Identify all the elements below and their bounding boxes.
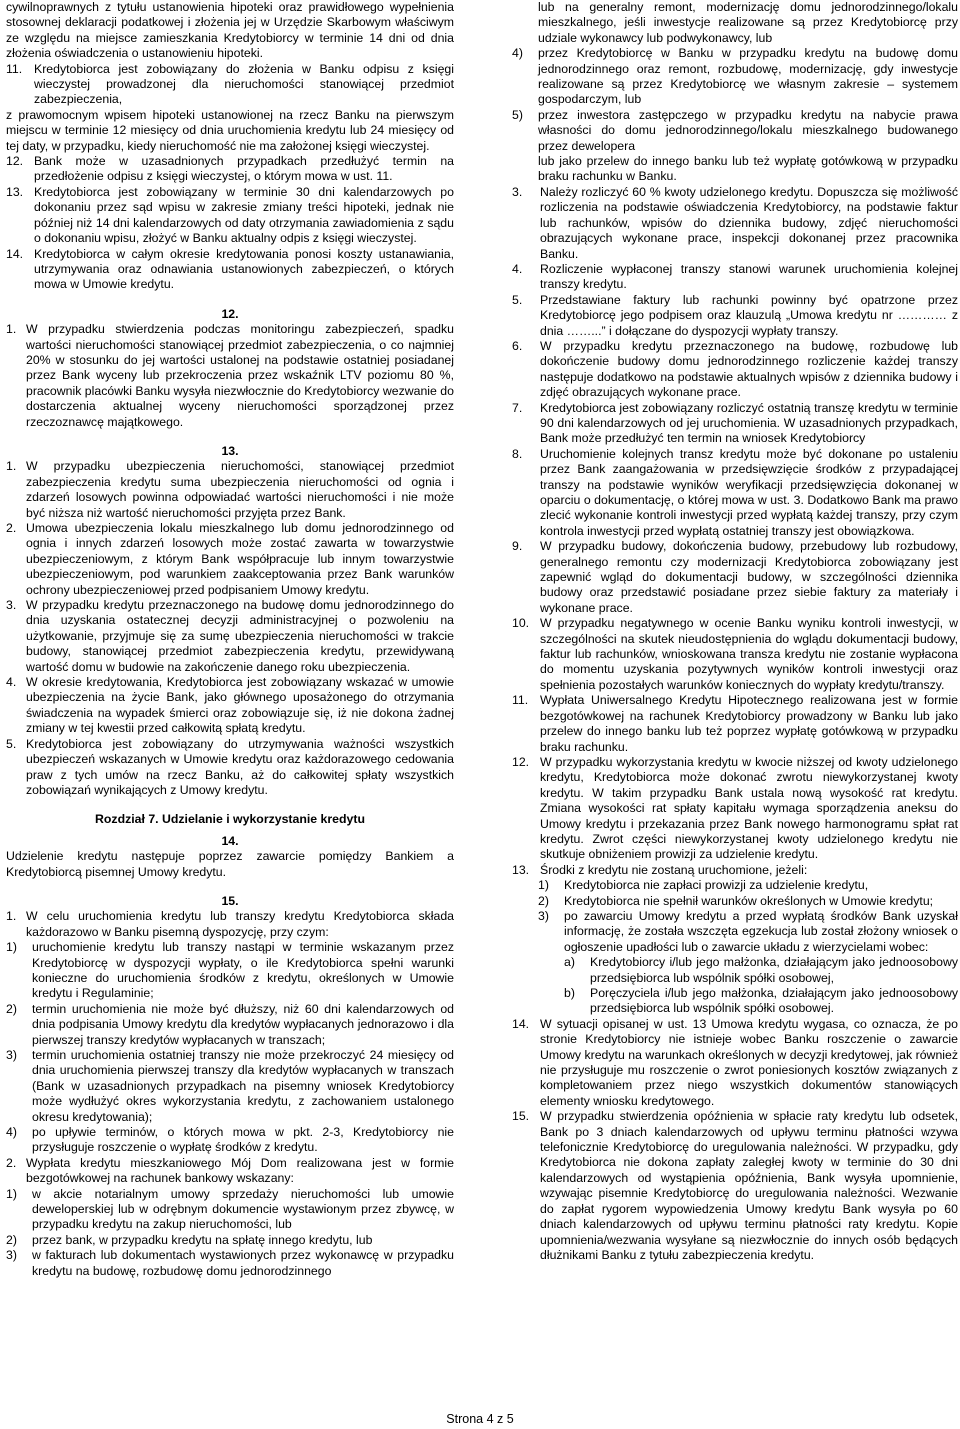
paragraph-text: Przedstawiane faktury lub rachunki powinny być opatrzone przez Kredytobiorcę jego podpisem oraz klauzulą „Umowa kredytu nr ………… z dnia ……...” i dołączane do dyspozycji wypłaty transzy. (540, 292, 958, 338)
item-number: 3. (6, 598, 17, 613)
point-number: 1) (6, 940, 17, 955)
right-paragraph-3 (512, 185, 958, 262)
item-number: 1. (6, 322, 17, 337)
section-15-item-1 (6, 909, 454, 940)
point-text: w fakturach lub dokumentach wystawionych przez wykonawcę w przypadku kredytu na budowę, rozbudowę domu jednorodzinnego (32, 1248, 454, 1278)
item-text: W celu uruchomienia kredytu lub transzy kredytu Kredytobiorca składa każdorazowo w Banku pisemną dyspozycję, przy czym: (26, 909, 454, 939)
paragraph-13 (6, 185, 454, 247)
right-paragraph-7 (512, 401, 958, 447)
paragraph-number: 8. (512, 446, 523, 461)
paragraph-text: Kredytobiorca jest zobowiązany do złożenia w Banku odpisu z księgi wieczystej prowadzonej dla nieruchomości stanowiącej przedmiot zabezpieczenia, (34, 61, 454, 107)
section-14-text: Udzielenie kredytu następuje poprzez zawarcie pomiędzy Bankiem a Kredytobiorcą pisemnej Umowy kredytu. (6, 849, 454, 879)
point-3-continuation: lub na generalny remont, modernizację domu jednorodzinnego/lokalu mieszkalnego, jeśli inwestycje realizowane są przez Kredytobiorcę przy udziale wykonawcy lub podwykonawcy, lub (538, 0, 958, 45)
point-letter: a) (564, 955, 575, 970)
point-text: przez Kredytobiorcę w Banku w przypadku kredytu na budowę domu jednorodzinnego oraz remont, rozbudowę, modernizację, gdy inwestycje realizowane są przez Kredytobiorcę we własnym zakresie – systemem gospodarczym, lub (538, 46, 958, 107)
point-text: uruchomienie kredytu lub transzy nastąpi w terminie wskazanym przez Kredytobiorcę w dyspozycji wypłaty, o ile Kredytobiorca spełni warunki konieczne do uruchomienia środków z kredytu, określonych w Umowie kredytu i Regulaminie; (32, 940, 454, 1001)
paragraph-14 (6, 247, 454, 293)
point-number: 2) (538, 893, 549, 908)
point-text: w akcie notarialnym umowy sprzedaży nieruchomości lub umowie deweloperskiej lub w odrębnym dokumencie wystawionym przez zbywcę, w przypadku kredytu na zakup nieruchomości, lub (32, 1186, 454, 1232)
point-number: 4) (512, 46, 523, 61)
paragraph-number: 5. (512, 292, 523, 307)
point-text: Kredytobiorcy i/lub jego małżonka, działającym jako jednoosobowy przedsiębiorca lub wspólnik spółki osobowej, (590, 955, 958, 985)
point-text: przez inwestora zastępczego w przypadku kredytu na nabycie prawa własności do domu jednorodzinnego/lokalu mieszkalnego budowanego przez dewelopera (538, 107, 958, 153)
point-letter: b) (564, 986, 575, 1000)
right-paragraph-13 (512, 863, 958, 878)
section-15-1-point-4 (6, 1125, 454, 1156)
point-number: 3) (6, 1048, 17, 1062)
paragraph-text: W przypadku budowy, dokończenia budowy, przebudowy lub rozbudowy, generalnego remontu czy modernizacji Kredytobiorca zobowiązany jest zapewnić wgląd do dokumentacji budowy, w szczególności dziennika budowy oraz przedstawić posiadane przez siebie faktury za materiały i wykonane prace. (540, 539, 958, 615)
paragraph-text: Uruchomienie kolejnych transz kredytu może być dokonane po ustaleniu przez Bank zaangażowania w przedsięwzięcie środków z przypadającej transzy na podstawie wyników weryfikacji przedsięwzięcia dokonanej w oparciu o dokumentację, o której mowa w ust. 3. Dodatkowo Bank ma prawo zlecić wykonanie kontroli inwestycji przed wypłatą każdej transzy, przy czym kontrola inwestycji przed wypłatą ostatniej transzy jest obowiązkowa. (540, 446, 958, 538)
paragraph-text: W przypadku wykorzystania kredytu w kwocie niższej od kwoty udzielonego kredytu, Kredytobiorca może dokonać zwrotu niewykorzystanej kwoty kredytu. W takim przypadku Bank ustala nową wysokość rat kredytu. Zmiana wysokości rat spłaty kapitału wymaga sporządzenia aneksu do Umowy kredytu i przekazania przez Bank nowego harmonogramu spłat rat kredytu. Zwrot części niewykorzystanej kwoty udzielonego kredytu nie skutkuje obniżeniem prowizji za udzielenie kredytu. (540, 754, 958, 862)
paragraph-text: Bank może w uzasadnionych przypadkach przedłużyć termin na przedłożenie odpisu z księgi wieczystej, o którym mowa w ust. 11. (34, 154, 454, 184)
point-text: termin uruchomienia ostatniej transzy nie może przekroczyć 24 miesięcy od dnia uruchomienia pierwszej transzy dla kredytów wypłacanych w transzach (Bank w uzasadnionych przypadkach na pisemny wniosek Kredytobiorcy może wydłużyć okres wykorzystania kredytu, z zachowaniem ustalonego okresu kredytowania); (32, 1048, 454, 1124)
section-15-2-point-1 (6, 1187, 454, 1233)
point-number: 3) (538, 908, 549, 923)
item-number: 1. (6, 909, 17, 924)
paragraph-number: 14. (512, 1016, 530, 1031)
chapter-heading: Rozdział 7. Udzielanie i wykorzystanie kredytu (95, 812, 365, 827)
right-paragraph-5 (512, 293, 958, 339)
point-text: termin uruchomienia nie może być dłuższy, niż 60 dni kalendarzowych od dnia podpisania Umowy kredytu dla kredytów wypłacanych jednorazowo i dla pierwszej transzy kredytów wypłacanych w transzach; (32, 1001, 454, 1047)
item-number: 5. (6, 736, 17, 751)
section-15-1-point-2 (6, 1002, 454, 1048)
right-paragraph-15 (512, 1109, 958, 1263)
point-text: Kredytobiorca nie spełnił warunków określonych w Umowie kredytu; (564, 893, 934, 908)
right-paragraph-4 (512, 262, 958, 293)
paragraph-text: Rozliczenie wypłaconej transzy stanowi warunek uruchomienia kolejnej transzy kredytu. (540, 261, 958, 292)
page-number-footer: Strona 4 z 5 (446, 1412, 514, 1426)
section-heading-14: 14. (221, 833, 239, 848)
section-15-2-point-3 (6, 1248, 454, 1279)
item-text: W przypadku kredytu przeznaczonego na budowę domu jednorodzinnego do dnia uzyskania ostatecznej decyzji administracyjnej o pozwoleniu na użytkowanie, przyjmuje się za sumę ubezpieczenia nieruchomości w trakcie budowy, stanowiącej przedmiot zabezpieczenia kredytu, przewidywaną wartość domu w budowie na zakończenie danego roku ubezpieczenia. (26, 598, 454, 674)
paragraph-text: W przypadku negatywnego w ocenie Banku wyniku kontroli inwestycji, w szczególności na skutek nieudostępnienia do wglądu dokumentacji budowy, faktur lub rachunków, wnioskowana transza kredytu nie zostanie wypłacona do momentu uzyskania pozytywnych wyników kontroli inwestycji oraz spełnienia pozostałych warunków koniecznych do wypłaty kredytu/transzy. (540, 616, 958, 692)
paragraph-number: 4. (512, 261, 523, 276)
point-number: 1) (538, 878, 549, 893)
intro-paragraph: cywilnoprawnych z tytułu ustanowienia hipoteki oraz prawidłowego wypełnienia stosownej deklaracji podatkowej i złożenia jej w Urzędzie Skarbowym właściwym ze względu na miejsce zamieszkania Kredytobiorcy w terminie 14 dni od dnia złożenia oświadczenia o ustanowieniu hipoteki. (6, 0, 454, 61)
right-paragraph-9 (512, 539, 958, 616)
section-12-item-1 (6, 322, 454, 430)
item-text: W przypadku ubezpieczenia nieruchomości, stanowiącej przedmiot zabezpieczenia kredytu suma ubezpieczenia nieruchomości od ognia i zdarzeń losowych powinna odpowiadać wartości nieruchomości i nie może być niższa niż wartość nieruchomości przyjęta przez Bank. (26, 459, 454, 520)
point-5-after: lub jako przelew do innego banku lub też wypłatę gotówkową w przypadku braku rachunku w Banku. (538, 154, 958, 184)
paragraph-13-point-3b (564, 986, 958, 1017)
point-text: Poręczyciela i/lub jego małżonka, działającym jako jednoosobowy przedsiębiorca lub wspólnik spółki osobowej. (590, 986, 958, 1016)
section-15-item-2 (6, 1156, 454, 1187)
item-text: Wypłata kredytu mieszkaniowego Mój Dom realizowana jest w formie bezgotówkowej na rachunek bankowy wskazany: (26, 1155, 454, 1186)
paragraph-number: 12. (512, 754, 530, 769)
section-15-2-point-2 (6, 1233, 454, 1248)
section-15-1-point-3 (6, 1048, 454, 1125)
paragraph-text: W przypadku stwierdzenia opóźnienia w spłacie raty kredytu lub odsetek, Bank po 3 dniach kalendarzowych od upływu terminu płatności wzywa telefonicznie Kredytobiorcę do uregulowania należności. W przypadku, gdy Kredytobiorca nie dokona zapłaty zaległej kwoty w terminie do 30 dni kalendarzowych od wystąpienia opóźnienia, Bank wysyła upomnienie, wzywając pisemnie Kredytobiorcę do uregulowania należności. Wezwanie do zapłat rygorem wypowiedzenia Umowy kredytu Bank wysyła po 60 dniach kalendarzowych od upływu terminu płatności raty kredytu. Kopie upomnienia/wezwania wysyłane są niezwłocznie do innych osób będących dłużnikami Banku z tytułu zabezpieczenia kredytu. (540, 1109, 958, 1262)
paragraph-text: Kredytobiorca jest zobowiązany w terminie 30 dni kalendarzowych po dokonaniu przez sąd wpisu w zakresie zmiany treści hipoteki, jednak nie później niż 14 dni kalendarzowych od daty otrzymania zawiadomienia z sądu o dokonaniu wpisu, złożyć w Banku aktualny odpis z księgi wieczystej. (34, 184, 454, 246)
item-text: W okresie kredytowania, Kredytobiorca jest zobowiązany wskazać w umowie ubezpieczenia na życie Bank, jako głównego uposażonego do otrzymania świadczenia na wypadek śmierci oraz zobowiązuje się, iż nie dokona żadnej zmiany w tej kwestii przed całkowitą spłatą kredytu. (26, 675, 454, 736)
section-13-item-2 (6, 521, 454, 598)
paragraph-text: Wypłata Uniwersalnego Kredytu Hipotecznego realizowana jest w formie bezgotówkowej na rachunek Kredytobiorcy prowadzony w Banku lub jako przelew do innego banku lub też poprzez wypłatę gotówkową w przypadku braku rachunku. (540, 693, 958, 754)
point-text: po upływie terminów, o których mowa w pkt. 2-3, Kredytobiorcy nie przysługuje roszczenie o wypłatę środków z kredytu. (32, 1125, 454, 1155)
paragraph-number: 13. (6, 184, 24, 199)
paragraph-text: Kredytobiorca jest zobowiązany rozliczyć ostatnią transzę kredytu w terminie 90 dni kalendarzowych od jej uruchomienia. W uzasadnionych przypadkach, Bank może przedłużyć ten termin na wniosek Kredytobiorcy (540, 400, 958, 446)
section-13-item-4 (6, 675, 454, 737)
paragraph-number: 7. (512, 400, 523, 415)
paragraph-number: 9. (512, 539, 523, 554)
point-text: przez bank, w przypadku kredytu na spłatę innego kredytu, lub (32, 1232, 373, 1247)
point-text: po zawarciu Umowy kredytu a przed wypłatą środków Bank uzyskał informację, że została wszczęta egzekucja lub został złożony wniosek o ogłoszenie upadłości lub o zawarcie układu z wierzycielami wobec: (564, 908, 958, 954)
point-number: 2) (6, 1001, 17, 1016)
paragraph-number: 6. (512, 338, 523, 353)
item-text: W przypadku stwierdzenia podczas monitoringu zabezpieczeń, spadku wartości nieruchomości stanowiącej przedmiot zabezpieczenia, o co najmniej 20% w stosunku do jej wartości ustalonej na podstawie ostatniej posiadanej przez Bank wyceny lub przekroczenia przez wskaźnik LTV poziomu 80 %, pracownik placówki Banku wysyła niezwłocznie do Kredytobiorcy wezwanie do dostarczenia aktualnej wyceny nieruchomości sporządzonej przez rzeczoznawcę majątkowego. (26, 322, 454, 429)
section-heading-15: 15. (221, 893, 239, 908)
section-heading-12: 12. (221, 306, 239, 321)
paragraph-text: Należy rozliczyć 60 % kwoty udzielonego kredytu. Dopuszcza się możliwość rozliczenia na podstawie oświadczenia Kredytobiorcy, na podstawie faktur lub rachunków, wpisów do dziennika budowy, zdjęć nieruchomości obrazujących wykonane prace, inspekcji dokonanej przez pracownika Banku. (540, 184, 958, 261)
left-column (6, 0, 454, 1279)
right-paragraph-6 (512, 339, 958, 401)
paragraph-number: 14. (6, 246, 24, 261)
paragraph-number: 12. (6, 154, 24, 169)
section-13-item-5 (6, 737, 454, 799)
item-number: 4. (6, 675, 17, 690)
right-paragraph-8 (512, 447, 958, 539)
point-number: 1) (6, 1186, 17, 1201)
item-number: 2. (6, 521, 17, 535)
point-number: 4) (6, 1125, 17, 1140)
item-number: 2. (6, 1155, 17, 1170)
paragraph-text: Kredytobiorca w całym okresie kredytowania ponosi koszty ustanawiania, utrzymywania oraz odnawiania ustanowionych zabezpieczeń, o których mowa w Umowie kredytu. (34, 246, 454, 292)
point-number: 3) (6, 1248, 17, 1263)
paragraph-text: Środki z kredytu nie zostaną uruchomione, jeżeli: (540, 862, 808, 877)
paragraph-text: W sytuacji opisanej w ust. 13 Umowa kredytu wygasa, co oznacza, że po stronie Kredytobiorcy nie istnieje wobec Banku roszczenie o zawarcie Umowy kredytu na warunkach określonych w decyzji kredytowej, jak również nie przysługuje mu roszczenie o zwrot poniesionych kosztów związanych z kompletowaniem przez niego wszystkich dokumentów stanowiących elementy wniosku kredytowego. (540, 1016, 958, 1108)
paragraph-13-point-3a (564, 955, 958, 986)
section-heading-13: 13. (221, 443, 239, 458)
point-number: 5) (512, 107, 523, 122)
paragraph-number: 11. (512, 693, 529, 708)
item-text: Umowa ubezpieczenia lokalu mieszkalnego lub domu jednorodzinnego od ognia i innych zdarzeń losowych może zostać zawarta w towarzystwie ubezpieczeniowym, z którym Bank współpracuje lub innym towarzystwie ubezpieczeniowym, pod warunkiem zaakceptowania przez Bank warunków ochrony ubezpieczeniowej przed podpisaniem Umowy kredytu. (26, 521, 454, 597)
paragraph-number: 11. (6, 61, 23, 76)
item-text: Kredytobiorca jest zobowiązany do utrzymywania ważności wszystkich ubezpieczeń wskazanych w Umowie kredytu oraz każdorazowego cedowania praw z tych umów na rzecz Banku, aż do całkowitej spłaty wszystkich zobowiązań wynikających z Umowy kredytu. (26, 736, 454, 797)
paragraph-number: 10. (512, 616, 530, 631)
paragraph-number: 3. (512, 184, 523, 199)
paragraph-12 (6, 154, 454, 185)
paragraph-number: 13. (512, 862, 530, 877)
paragraph-text: W przypadku kredytu przeznaczonego na budowę, rozbudowę lub dokończenie budowy domu jednorodzinnego rozliczenie każdej transzy następuje dodatkowo na podstawie aktualnych wpisów z dziennika budowy i zdjęć obrazujących wykonane prace. (540, 338, 958, 400)
item-number: 1. (6, 459, 17, 474)
paragraph-11-continuation: z prawomocnym wpisem hipoteki ustanowionej na rzecz Banku na pierwszym miejscu w terminie 12 miesięcy od dnia uruchomienia kredytu lub 24 miesięcy od tej daty, w przypadku, kiedy nieruchomość nie ma założonej księgi wieczystej. (6, 107, 454, 153)
paragraph-13-point-2 (538, 894, 958, 909)
section-13-item-3 (6, 598, 454, 675)
point-number: 2) (6, 1232, 17, 1247)
right-paragraph-12 (512, 755, 958, 863)
point-5 (512, 108, 958, 154)
point-4 (512, 46, 958, 108)
section-13-item-1 (6, 459, 454, 521)
right-paragraph-11 (512, 693, 958, 755)
point-text: Kredytobiorca nie zapłaci prowizji za udzielenie kredytu, (564, 878, 869, 893)
paragraph-13-point-1 (538, 878, 958, 893)
paragraph-number: 15. (512, 1109, 530, 1124)
paragraph-11 (6, 62, 454, 108)
paragraph-13-point-3 (538, 909, 958, 955)
right-paragraph-10 (512, 616, 958, 693)
right-paragraph-14 (512, 1017, 958, 1109)
right-column (512, 0, 958, 1263)
section-15-1-point-1 (6, 940, 454, 1002)
